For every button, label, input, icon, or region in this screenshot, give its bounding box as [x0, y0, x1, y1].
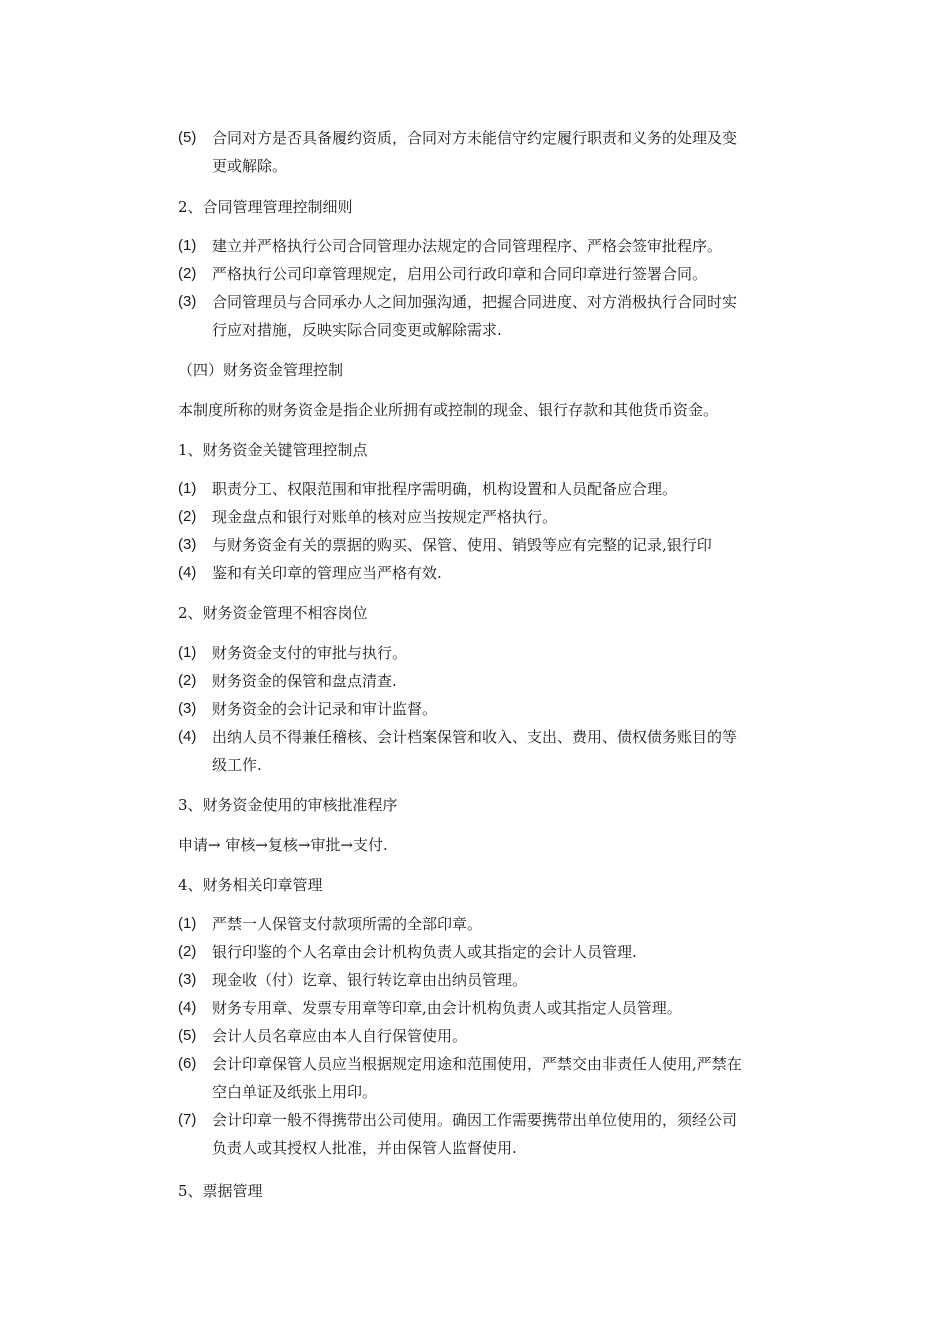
list-number: (1)	[178, 915, 197, 932]
list-number: (6)	[178, 1055, 197, 1072]
list-text: 财务专用章、发票专用章等印章,由会计机构负责人或其指定人员管理。	[212, 999, 682, 1017]
list-text: 职责分工、权限范围和审批程序需明确，机构设置和人员配备应合理。	[212, 480, 678, 498]
list-number: (3)	[178, 971, 197, 988]
list-text: 严禁一人保管支付款项所需的全部印章。	[212, 915, 483, 933]
section-heading: 1、财务资金关键管理控制点	[178, 441, 368, 459]
list-text: 会计人员名章应由本人自行保管使用。	[212, 1027, 468, 1045]
list-text: 会计印章一般不得携带出公司使用。确因工作需要携带出单位使用的，须经公司	[212, 1111, 738, 1129]
section-heading: 2、合同管理管理控制细则	[178, 198, 353, 216]
list-number: (1)	[178, 480, 197, 497]
section-heading: （四）财务资金管理控制	[178, 361, 344, 379]
list-text: 合同对方是否具备履约资质，合同对方未能信守约定履行职责和义务的处理及变	[212, 129, 738, 147]
process-flow: 申请→ 审核→复核→审批→支付.	[178, 836, 388, 854]
section-heading: 2、财务资金管理不相容岗位	[178, 604, 368, 622]
list-number: (5)	[178, 1027, 197, 1044]
list-number: (4)	[178, 999, 197, 1016]
paragraph: 本制度所称的财务资金是指企业所拥有或控制的现金、银行存款和其他货币资金。	[178, 401, 719, 419]
section-heading: 4、财务相关印章管理	[178, 876, 323, 894]
list-text: 建立并严格执行公司合同管理办法规定的合同管理程序、严格会签审批程序。	[212, 237, 723, 255]
list-text-continuation: 级工作.	[212, 756, 262, 774]
list-number: (5)	[178, 129, 197, 146]
list-text: 严格执行公司印章管理规定，启用公司行政印章和合同印章进行签署合同。	[212, 265, 708, 283]
list-text: 银行印鉴的个人名章由会计机构负责人或其指定的会计人员管理.	[212, 943, 637, 961]
list-number: (2)	[178, 265, 197, 282]
list-text: 出纳人员不得兼任稽核、会计档案保管和收入、支出、费用、债权债务账目的等	[212, 728, 738, 746]
list-number: (3)	[178, 700, 197, 717]
list-number: (2)	[178, 672, 197, 689]
list-text: 财务资金的会计记录和审计监督。	[212, 700, 438, 718]
list-number: (4)	[178, 728, 197, 745]
list-text-continuation: 负责人或其授权人批准，并由保管人监督使用.	[212, 1139, 517, 1157]
list-text: 现金收（付）讫章、银行转讫章由出纳员管理。	[212, 971, 528, 989]
list-text: 现金盘点和银行对账单的核对应当按规定严格执行。	[212, 508, 558, 526]
list-text: 财务资金支付的审批与执行。	[212, 644, 408, 662]
list-number: (4)	[178, 564, 197, 581]
list-text-continuation: 行应对措施，反映实际合同变更或解除需求.	[212, 321, 502, 339]
list-number: (1)	[178, 644, 197, 661]
list-text: 合同管理员与合同承办人之间加强沟通，把握合同进度、对方消极执行合同时实	[212, 293, 738, 311]
list-number: (1)	[178, 237, 197, 254]
list-text: 与财务资金有关的票据的购买、保管、使用、销毁等应有完整的记录,银行印	[212, 536, 712, 554]
list-text: 财务资金的保管和盘点清查.	[212, 672, 397, 690]
section-heading: 5、票据管理	[178, 1182, 263, 1200]
list-number: (3)	[178, 293, 197, 310]
list-number: (7)	[178, 1111, 197, 1128]
list-number: (2)	[178, 943, 197, 960]
list-text: 鉴和有关印章的管理应当严格有效.	[212, 564, 442, 582]
section-heading: 3、财务资金使用的审核批准程序	[178, 796, 398, 814]
list-text-continuation: 更或解除。	[212, 157, 288, 175]
list-number: (2)	[178, 508, 197, 525]
list-number: (3)	[178, 536, 197, 553]
list-text: 会计印章保管人员应当根据规定用途和范围使用，严禁交由非责任人使用,严禁在	[212, 1055, 742, 1073]
list-text-continuation: 空白单证及纸张上用印。	[212, 1083, 378, 1101]
